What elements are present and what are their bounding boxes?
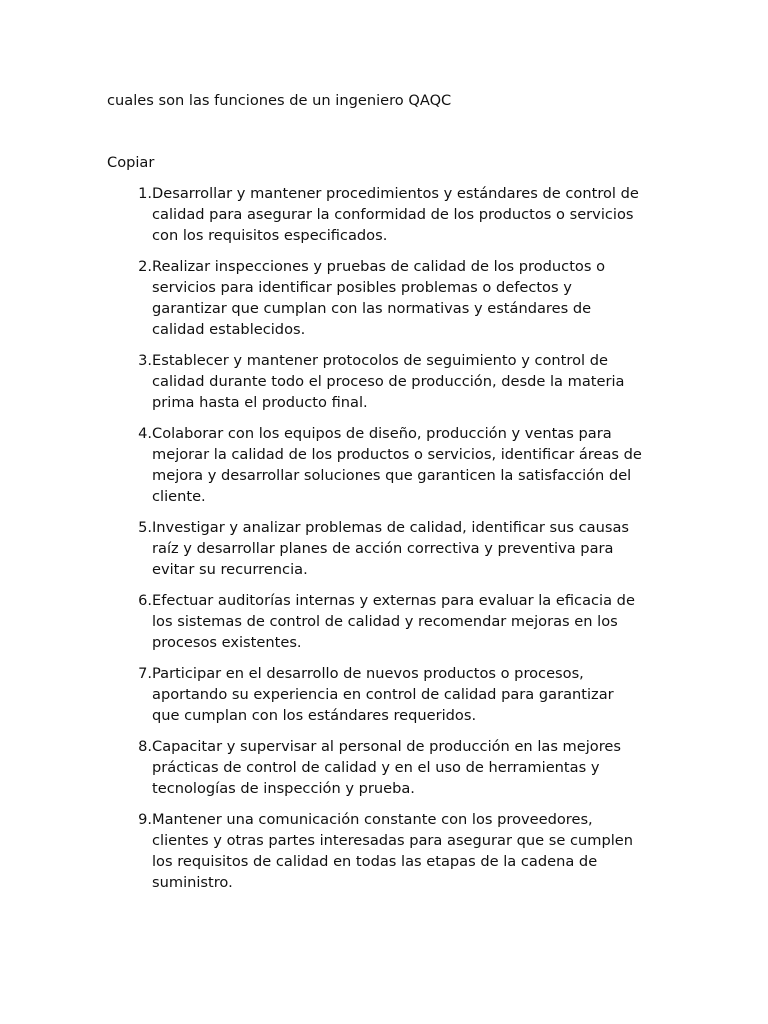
list-item-number-label: 6. <box>138 592 152 609</box>
list-item-line: suministro. <box>152 874 233 891</box>
list-item-line: prácticas de control de calidad y en el uso de herramientas y <box>152 759 600 776</box>
list-item-line: Mantener una comunicación constante con los proveedores, <box>152 811 593 828</box>
list-item-line: raíz y desarrollar planes de acción correctiva y preventiva para <box>152 540 614 557</box>
list-item-number <box>107 256 152 340</box>
list-item-number-label: 8. <box>138 738 152 755</box>
list-item-line: Investigar y analizar problemas de calidad, identificar sus causas <box>152 519 630 536</box>
list-item-line: mejorar la calidad de los productos o servicios, identificar áreas de <box>152 446 642 463</box>
list-item-line: Capacitar y supervisar al personal de producción en las mejores <box>152 738 621 755</box>
list-item-line: Realizar inspecciones y pruebas de calidad de los productos o <box>152 258 606 275</box>
list-item <box>107 663 667 726</box>
list-item <box>107 736 667 799</box>
list-item-text <box>152 183 667 246</box>
list-item-line: tecnologías de inspección y prueba. <box>152 780 415 797</box>
list-item-text <box>152 350 667 413</box>
list-item-line: calidad durante todo el proceso de producción, desde la materia <box>152 373 625 390</box>
list-item-number <box>107 736 152 799</box>
list-item-number-label: 4. <box>138 425 152 442</box>
list-item-number <box>107 183 152 246</box>
list-item <box>107 423 667 507</box>
list-item-line: garantizar que cumplan con las normativas y estándares de <box>152 300 592 317</box>
list-item <box>107 517 667 580</box>
list-item-text <box>152 590 667 653</box>
copy-button[interactable]: Copiar <box>107 154 155 171</box>
list-item-line: con los requisitos especificados. <box>152 227 388 244</box>
list-item-text <box>152 256 667 340</box>
list-item <box>107 809 667 893</box>
list-item-line: prima hasta el producto final. <box>152 394 368 411</box>
list-item-line: los sistemas de control de calidad y recomendar mejoras en los <box>152 613 618 630</box>
list-item-text <box>152 663 667 726</box>
question-text: cuales son las funciones de un ingeniero QAQC <box>107 92 452 109</box>
list-item-number <box>107 517 152 580</box>
list-item-number-label: 7. <box>138 665 152 682</box>
list-item-number-label: 9. <box>138 811 152 828</box>
list-item-number-label: 1. <box>138 185 152 202</box>
list-item-line: Efectuar auditorías internas y externas para evaluar la eficacia de <box>152 592 635 609</box>
list-item-line: Desarrollar y mantener procedimientos y estándares de control de <box>152 185 639 202</box>
list-item-number-label: 5. <box>138 519 152 536</box>
list-item-line: servicios para identificar posibles problemas o defectos y <box>152 279 572 296</box>
list-item-number <box>107 663 152 726</box>
list-item <box>107 350 667 413</box>
answer-list <box>107 183 667 903</box>
list-item-line: Establecer y mantener protocolos de seguimiento y control de <box>152 352 608 369</box>
list-item-number-label: 3. <box>138 352 152 369</box>
list-item-line: evitar su recurrencia. <box>152 561 308 578</box>
list-item-line: aportando su experiencia en control de calidad para garantizar <box>152 686 614 703</box>
list-item-line: mejora y desarrollar soluciones que garanticen la satisfacción del <box>152 467 632 484</box>
list-item <box>107 256 667 340</box>
list-item-text <box>152 809 667 893</box>
list-item-line: clientes y otras partes interesadas para asegurar que se cumplen <box>152 832 634 849</box>
list-item-text <box>152 423 667 507</box>
list-item-line: calidad establecidos. <box>152 321 306 338</box>
list-item-number <box>107 423 152 507</box>
list-item-line: calidad para asegurar la conformidad de los productos o servicios <box>152 206 634 223</box>
list-item-number <box>107 350 152 413</box>
list-item-line: los requisitos de calidad en todas las etapas de la cadena de <box>152 853 598 870</box>
list-item-number <box>107 809 152 893</box>
list-item-line: procesos existentes. <box>152 634 302 651</box>
list-item <box>107 590 667 653</box>
list-item-text <box>152 736 667 799</box>
list-item-line: cliente. <box>152 488 206 505</box>
list-item-number <box>107 590 152 653</box>
list-item-line: Colaborar con los equipos de diseño, producción y ventas para <box>152 425 612 442</box>
list-item-line: Participar en el desarrollo de nuevos productos o procesos, <box>152 665 584 682</box>
list-item-text <box>152 517 667 580</box>
list-item <box>107 183 667 246</box>
list-item-line: que cumplan con los estándares requeridos. <box>152 707 477 724</box>
list-item-number-label: 2. <box>138 258 152 275</box>
